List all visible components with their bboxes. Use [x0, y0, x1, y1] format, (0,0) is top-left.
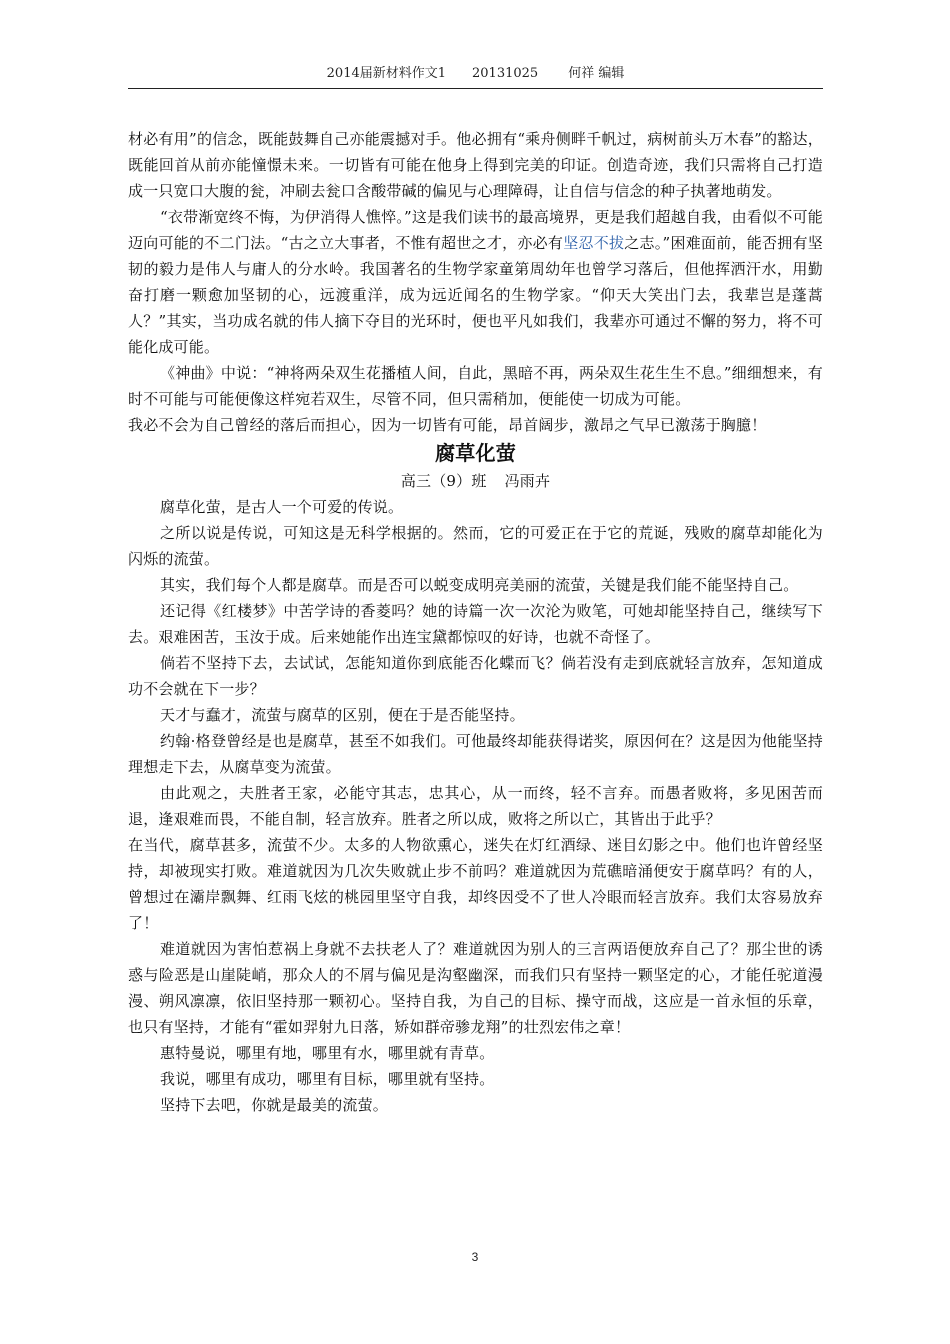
paragraph-perseverance [128, 204, 823, 360]
page-header [128, 66, 823, 89]
essay-paragraph: 坚持下去吧，你就是最美的流萤。 [160, 1096, 389, 1114]
author-name: 冯雨卉 [504, 472, 551, 490]
essay-paragraph: 倘若不坚持下去，去试试，怎能知道你到底能否化蝶而飞？倘若没有走到底就轻言放弃，怎知道成功不会就在下一步？ [128, 654, 823, 698]
document-body [128, 126, 823, 1118]
paragraph-continued: 材必有用”的信念，既能鼓舞自己亦能震撼对手。他必拥有“乘舟侧畔千帆过，病树前头万木春”的豁达，既能回首从前亦能憧憬未来。一切皆有可能在他身上得到完美的印证。创造奇迹，我们只需将自己打造成一只宽口大腹的瓮，冲刷去瓮口含酸带碱的偏见与心理障碍，让自信与信念的种子执著地萌发。 [128, 130, 823, 200]
essay-paragraph: 腐草化萤，是古人一个可爱的传说。 [160, 498, 404, 516]
author-class: 高三（9）班 [400, 472, 487, 490]
hyperlink-jianrenbuba[interactable]: 坚忍不拔 [563, 234, 625, 252]
paragraph-text: 之志。”困难面前，能否拥有坚韧的毅力是伟人与庸人的分水岭。我国著名的生物学家童第周幼年也曾学习落后，但他挥洒汗水，用勤奋打磨一颗愈加坚韧的心，远渡重洋，成为远近闻名的生物学家。“仰天大笑出门去，我辈岂是蓬蒿人？”其实，当功成名就的伟人摘下夺目的光环时，便也平凡如我们，我辈亦可通过不懈的努力，将不可能化成可能。 [128, 234, 823, 356]
essay-paragraph: 其实，我们每个人都是腐草。而是否可以蜕变成明亮美丽的流萤，关键是我们能不能坚持自己。 [160, 576, 799, 594]
essay-paragraph: 惠特曼说，哪里有地，哪里有水，哪里就有青草。 [160, 1044, 495, 1062]
essay-title: 腐草化萤 [435, 441, 516, 465]
paragraph-divine-comedy: 《神曲》中说：“神将两朵双生花播植人间，自此，黑暗不再，两朵双生花生生不息。”细细想来，有时不可能与可能便像这样宛若双生，尽管不同，但只需稍加，便能使一切成为可能。 [128, 364, 823, 408]
header-date: 20131025 [472, 66, 539, 81]
essay-paragraph: 难道就因为害怕惹祸上身就不去扶老人了？难道就因为别人的三言两语便放弃自己了？那尘世的诱惑与险恶是山崖陡峭，那众人的不屑与偏见是沟壑幽深，而我们只有坚持一颗坚定的心，才能任驼道漫漫、朔风凛凛，依旧坚持那一颗初心。坚持自我，为自己的目标、操守而战，这应是一首永恒的乐章，也只有坚持，才能有“霍如羿射九日落，矫如群帝骖龙翔”的壮烈宏伟之章！ [128, 940, 823, 1036]
essay-paragraph: 约翰·格登曾经是也是腐草，甚至不如我们。可他最终却能获得诺奖，原因何在？这是因为他能坚持理想走下去，从腐草变为流萤。 [128, 732, 823, 776]
paragraph-conclusion: 我必不会为自己曾经的落后而担心，因为一切皆有可能，昂首阔步，激昂之气早已激荡于胸臆！ [128, 416, 767, 434]
essay-byline [128, 468, 823, 494]
essay-paragraph-unindented: 在当代，腐草甚多，流萤不少。太多的人物欲熏心，迷失在灯红酒绿、迷目幻影之中。他们也许曾经坚持，却被现实打败。难道就因为几次失败就止步不前吗？难道就因为荒礁暗涌便安于腐草吗？有的人，曾想过在灞岸飘舞、红雨飞炫的桃园里坚守自我，却终因受不了世人冷眼而轻言放弃。我们太容易放弃了！ [128, 836, 823, 932]
paragraph-text: “衣带渐宽终不悔，为伊消得人憔悴。”这是我们读书的最高境界，更是我们超越自我，由看似不可能迈向可能的不二门法。“古之立大事者，不惟有超世之才，亦必有 [128, 208, 823, 252]
essay-paragraph: 还记得《红楼梦》中苦学诗的香菱吗？她的诗篇一次一次沦为败笔，可她却能坚持自己，继续写下去。艰难困苦，玉汝于成。后来她能作出连宝黛都惊叹的好诗，也就不奇怪了。 [128, 602, 823, 646]
essay-paragraph: 由此观之，夫胜者王家，必能守其志，忠其心，从一而终，轻不言弃。而愚者败将，多见困苦而退，逢艰难而畏，不能自制，轻言放弃。胜者之所以成，败将之所以亡，其皆出于此乎？ [128, 784, 823, 828]
page-number: 3 [471, 1250, 479, 1264]
header-collection-title: 2014届新材料作文1 [326, 66, 447, 81]
essay-paragraph: 之所以说是传说，可知这是无科学根据的。然而，它的可爱正在于它的荒诞，残败的腐草却能化为闪烁的流萤。 [128, 524, 823, 568]
essay-paragraph: 我说，哪里有成功，哪里有目标，哪里就有坚持。 [160, 1070, 495, 1088]
header-editor: 何祥 编辑 [568, 66, 625, 81]
essay-paragraph: 天才与蠢才，流萤与腐草的区别，便在于是否能坚持。 [160, 706, 525, 724]
